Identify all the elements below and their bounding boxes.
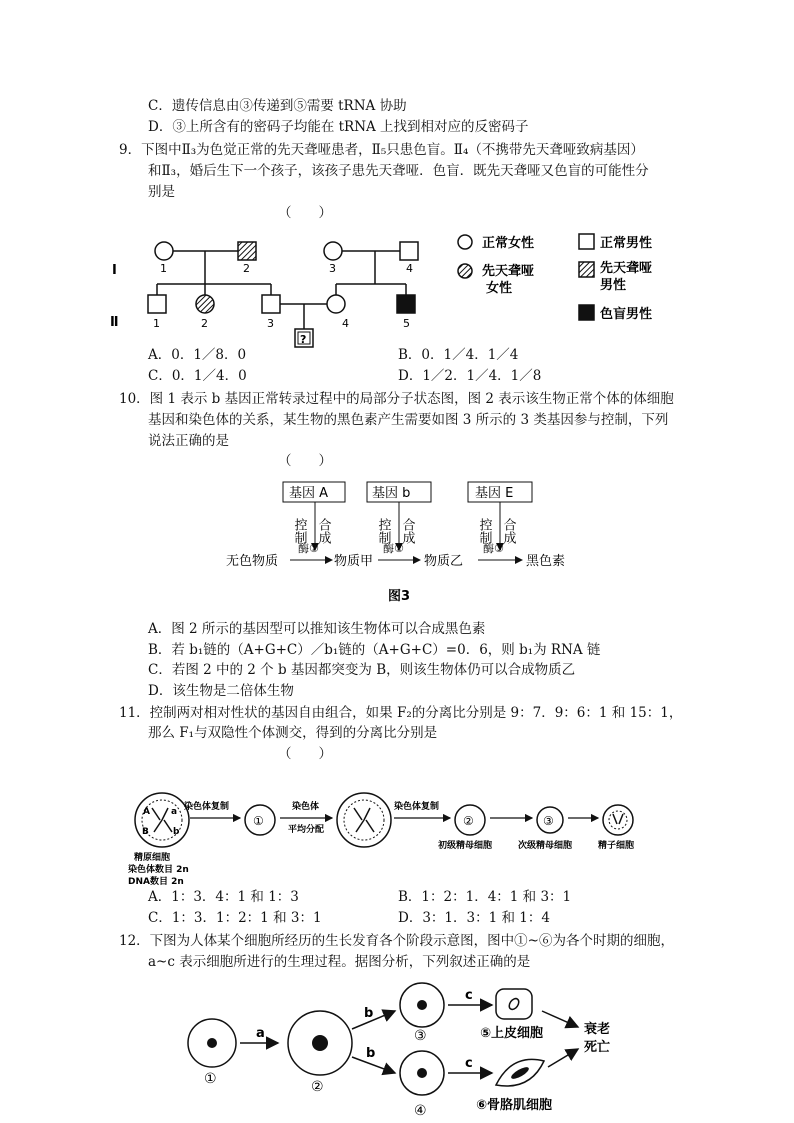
q11-stem-line1: 11．控制两对相对性状的基因自由组合，如果 F₂的分离比分别是 9：7．9：6：1 和 15：1， xyxy=(119,705,683,721)
ii1-id: 1 xyxy=(153,317,160,330)
label-replication-2: 染色体复制 xyxy=(394,802,440,812)
cell-4-nucleus xyxy=(417,1068,427,1078)
i1-normal-female xyxy=(155,242,173,260)
q11-option-d: D．3：1．3：1 和 1：4 xyxy=(398,910,550,926)
q12-stem-line2: a~c 表示细胞所进行的生理过程。据图分析，下列叙述正确的是 xyxy=(148,954,531,970)
q10-option-a: A．图 2 所示的基因型可以推知该生物体可以合成黑色素 xyxy=(148,621,486,637)
q8-option-d: D．③上所含有的密码子均能在 tRNA 上找到相对应的反密码子 xyxy=(148,119,529,135)
spermatogonium-cell xyxy=(135,793,189,847)
cell-2-label: ② xyxy=(463,814,474,828)
generation-1-label: Ⅰ xyxy=(112,263,117,278)
figure-3-caption: 图3 xyxy=(388,589,411,604)
process-b-lower: b xyxy=(366,1046,376,1061)
q10-stem-line3: 说法正确的是 xyxy=(148,433,229,449)
allele-b-lower: b xyxy=(173,827,180,837)
process-a: a xyxy=(256,1026,265,1041)
ii4-normal-female xyxy=(327,295,345,313)
legend-deaf-female-icon xyxy=(458,264,472,278)
label-dna-number: DNA数目 2n xyxy=(128,877,184,887)
label-replication-1: 染色体复制 xyxy=(184,802,230,812)
cell-2-nucleus xyxy=(312,1035,328,1051)
allele-a-lower: a xyxy=(171,807,178,817)
q9-option-b: B．0．1／4．1／4 xyxy=(398,347,519,363)
synth-label-b: 合成 xyxy=(399,518,415,544)
q10-stem-line1: 10．图 1 表示 b 基因正常转录过程中的局部分子状态图，图 2 表示该生物正常个体的体细胞 xyxy=(119,391,674,407)
process-b-upper: b xyxy=(364,1006,374,1021)
q11-stem-line2: 那么 F₁与双隐性个体测交，得到的分离比分别是 xyxy=(148,725,438,741)
substance-yi: 物质乙 xyxy=(424,554,464,569)
q10-stem-line2: 基因和染色体的关系，某生物的黑色素产生需要如图 3 所示的 3 类基因参与控制，下列 xyxy=(148,412,669,428)
label-chrom-split-1: 染色体 xyxy=(292,802,320,812)
label-death: 死亡 xyxy=(584,1040,611,1055)
q10-option-d: D．该生物是二倍体生物 xyxy=(148,683,294,699)
legend-deaf-female-2: 女性 xyxy=(486,281,513,296)
q11-option-a: A．1：3．4：1 和 1：3 xyxy=(148,889,299,905)
legend-normal-female: 正常女性 xyxy=(482,236,535,251)
legend-deaf-male-2: 男性 xyxy=(600,278,627,293)
q9-stem-line2: 和Ⅱ₃，婚后生下一个孩子，该孩子患先天聋哑．色盲．既先天聋哑又色盲的可能性分 xyxy=(148,163,649,179)
label-primary-spermatocyte: 初级精母细胞 xyxy=(438,841,493,851)
cell-4-label-text: ④ xyxy=(414,1103,427,1119)
legend-deaf-female-1: 先天聋哑 xyxy=(482,264,535,279)
generation-2-label: Ⅱ xyxy=(110,315,119,330)
legend-colorblind-male: 色盲男性 xyxy=(600,307,653,322)
cell-3-label-text: ③ xyxy=(414,1028,427,1044)
pedigree-figure xyxy=(100,225,700,355)
legend-normal-male-icon xyxy=(579,234,594,249)
q9-stem-line3: 别是 xyxy=(148,184,175,200)
spermatogenesis-figure xyxy=(120,790,660,890)
q8-option-c: C．遗传信息由③传递到⑤需要 tRNA 协助 xyxy=(148,98,407,114)
sperm-cell xyxy=(603,805,633,835)
q9-option-d: D．1／2．1／4．1／8 xyxy=(398,368,542,384)
process-c-upper: c xyxy=(465,988,473,1003)
label-chrom-split-2: 平均分配 xyxy=(288,825,325,835)
synth-label-a: 合成 xyxy=(315,518,331,544)
ii4-id: 4 xyxy=(342,317,349,330)
q11-option-c: C．1：3．1：2：1 和 3：1 xyxy=(148,910,322,926)
ii1-normal-male xyxy=(148,295,166,313)
substance-jia: 物质甲 xyxy=(334,554,374,569)
i3-id: 3 xyxy=(329,262,336,275)
label-secondary-spermatocyte: 次级精母细胞 xyxy=(518,841,573,851)
ii3-id: 3 xyxy=(267,317,274,330)
cell-3-nucleus xyxy=(417,1000,427,1010)
legend-deaf-male-1: 先天聋哑 xyxy=(600,261,653,276)
ii2-deaf-female xyxy=(196,295,214,313)
q9-stem-line1: 9．下图中Ⅱ₃为色觉正常的先天聋哑患者，Ⅱ₅只患色盲。Ⅱ₄（不携带先天聋哑致病基因） xyxy=(119,142,644,158)
ii3-deaf-male xyxy=(262,295,280,313)
enzyme-2: 酶② xyxy=(383,542,404,555)
label-sperm-cell: 精子细胞 xyxy=(598,841,635,851)
ii2-id: 2 xyxy=(201,317,208,330)
cell-development-figure xyxy=(180,975,640,1120)
cell-2-label-text: ② xyxy=(311,1079,324,1095)
gene-b-label: 基因 b xyxy=(372,486,411,501)
label-spermatogonium: 精原细胞 xyxy=(134,853,171,863)
q9-option-c: C．0．1／4．0 xyxy=(148,368,247,384)
enzyme-3: 酶③ xyxy=(483,542,504,555)
label-aging: 衰老 xyxy=(584,1022,611,1037)
control-label-a: 控制 xyxy=(291,518,307,544)
synth-label-e: 合成 xyxy=(500,518,516,544)
q9-option-a: A．0．1／8．0 xyxy=(148,347,247,363)
i2-id: 2 xyxy=(243,262,250,275)
legend-deaf-male-icon xyxy=(579,262,594,277)
cell-3-secondary-spermatocyte xyxy=(537,807,563,833)
i2-deaf-male xyxy=(238,242,256,260)
cell-1 xyxy=(245,805,275,835)
q9-answer-blank: （ ） xyxy=(278,205,332,221)
i4-id: 4 xyxy=(406,262,413,275)
i4-normal-male xyxy=(400,242,418,260)
control-label-e: 控制 xyxy=(476,518,492,544)
legend-normal-female-icon xyxy=(458,235,472,249)
figure-3-pathway xyxy=(220,478,600,608)
q11-answer-blank: （ ） xyxy=(278,746,332,762)
cell-1-label-text: ① xyxy=(204,1071,217,1087)
ii5-id: 5 xyxy=(403,317,410,330)
i3-normal-female xyxy=(324,242,342,260)
label-muscle-cell: ⑥骨胳肌细胞 xyxy=(476,1098,553,1113)
legend-colorblind-male-icon xyxy=(579,305,594,320)
q10-option-c: C．若图 2 中的 2 个 b 基因都突变为 B，则该生物体仍可以合成物质乙 xyxy=(148,662,576,678)
q10-option-b: B．若 b₁链的（A+G+C）／b₁链的（A+G+C）=0．6，则 b₁为 RNA 链 xyxy=(148,642,601,658)
label-epithelial-cell: ⑤上皮细胞 xyxy=(480,1026,544,1041)
substance-colorless: 无色物质 xyxy=(226,554,279,569)
i1-id: 1 xyxy=(160,262,167,275)
process-c-lower: c xyxy=(465,1056,473,1071)
substance-melanin: 黑色素 xyxy=(526,554,566,569)
enzyme-1: 酶① xyxy=(298,542,319,555)
allele-a-upper: A xyxy=(143,807,150,817)
cell-1-nucleus xyxy=(207,1038,217,1048)
legend-normal-male: 正常男性 xyxy=(600,236,653,251)
cell-3-label: ③ xyxy=(543,814,554,828)
gene-e-label: 基因 E xyxy=(475,486,514,501)
gene-a-label: 基因 A xyxy=(289,486,329,501)
dividing-cell xyxy=(337,793,391,847)
q12-stem-line1: 12．下图为人体某个细胞所经历的生长发育各个阶段示意图，图中①~⑥为各个时期的细胞， xyxy=(119,933,674,949)
allele-b-upper: B xyxy=(142,827,149,837)
cell-1-label: ① xyxy=(253,814,264,828)
q10-answer-blank: （ ） xyxy=(278,453,332,469)
label-chromosome-number: 染色体数目 2n xyxy=(128,865,189,875)
control-label-b: 控制 xyxy=(375,518,391,544)
child-question-mark: ? xyxy=(300,333,307,346)
ii5-colorblind-male xyxy=(397,295,415,313)
cell-2-primary-spermatocyte xyxy=(455,805,485,835)
q11-option-b: B．1：2：1．4：1 和 3：1 xyxy=(398,889,572,905)
